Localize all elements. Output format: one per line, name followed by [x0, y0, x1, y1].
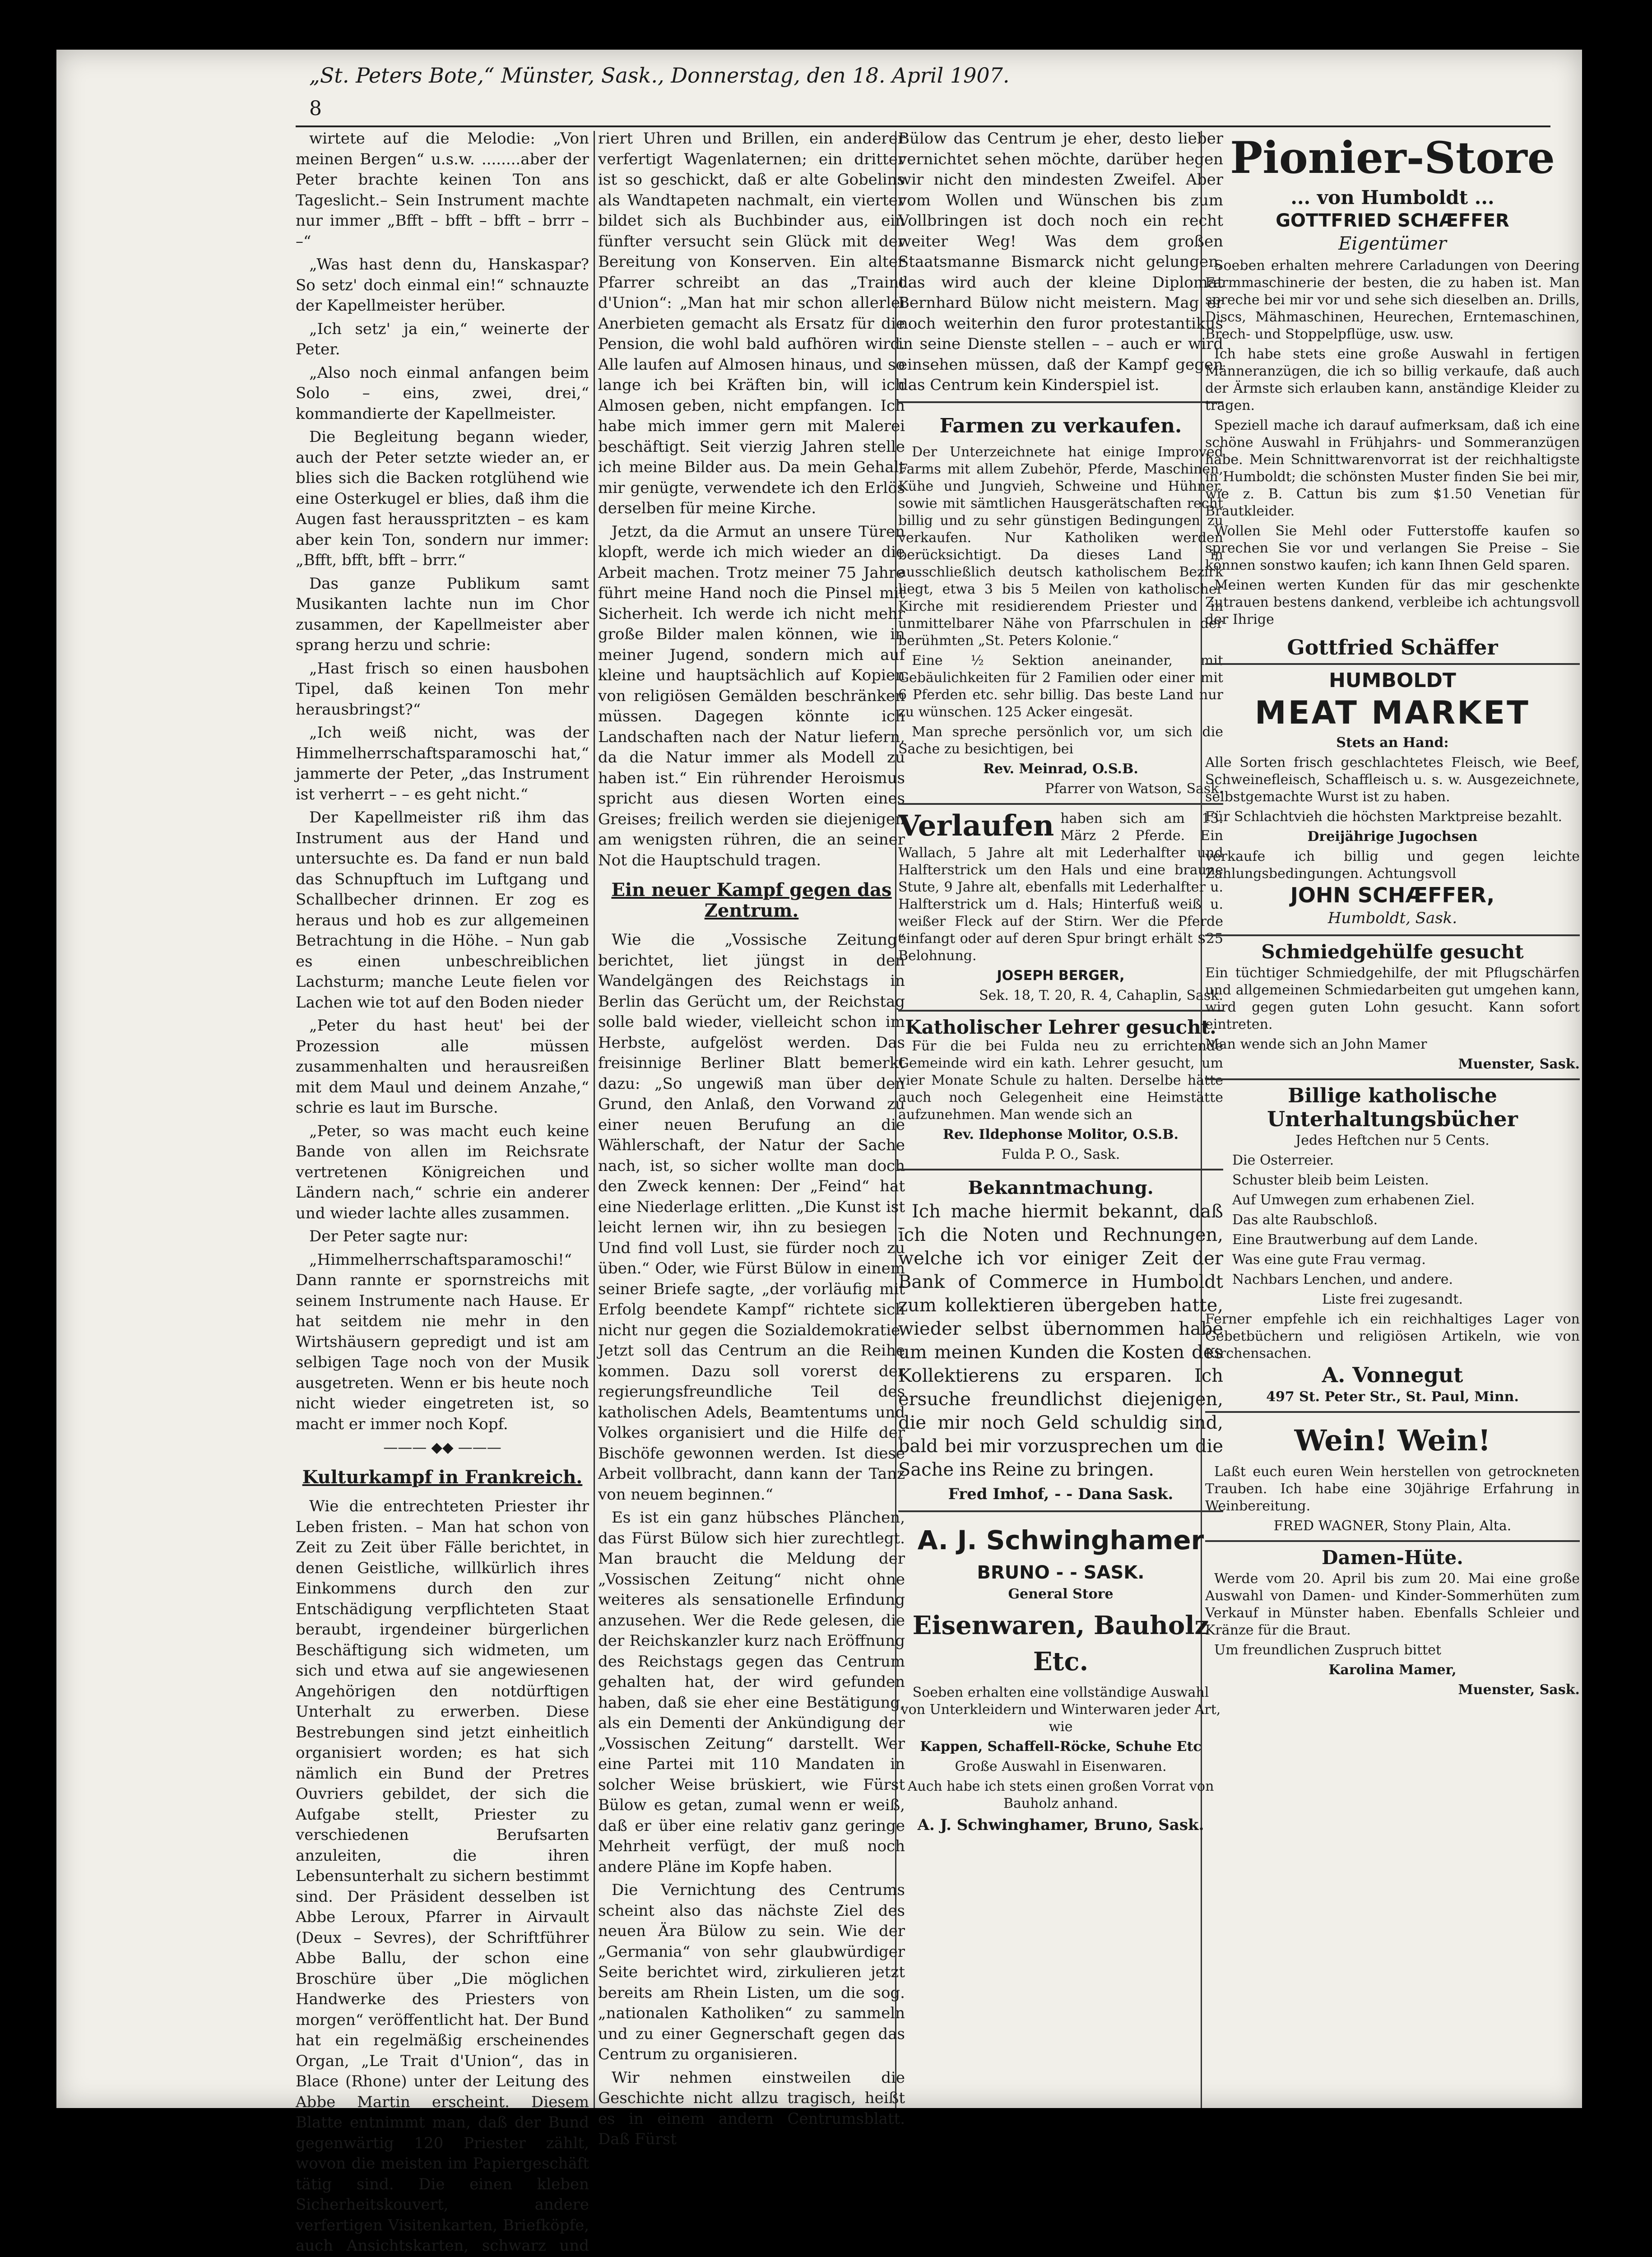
- ad-text: Eine ½ Sektion aneinander, mit Gebäulichkeiten für 2 Familien oder einer mit 6 Pferden etc. sehr billig. Das beste Land nur zu wünschen. 125 Acker eingesät.: [898, 652, 1223, 720]
- ad-signature: JOSEPH BERGER,: [997, 967, 1125, 984]
- ad-subtitle: ... von Humboldt ...: [1290, 186, 1494, 209]
- paragraph: Die Begleitung begann wieder, auch der Peter setzte wieder an, er blies sich die Backen rotglühend wie eine Osterkugel er blies, daß ihm die Augen fast herausspritzten – es kam aber kein Ton, sondern nur immer: „Bfft, bfft, bfft – brrr.“: [296, 428, 589, 569]
- ad-signature: Rev. Meinrad, O.S.B.: [983, 761, 1138, 777]
- list-item: Was eine gute Frau vermag.: [1232, 1252, 1426, 1268]
- ornament-divider: ——— ◆◆ ———: [383, 1439, 501, 1456]
- ad-signature: Humboldt, Sask.: [1327, 909, 1457, 927]
- column-3: [898, 129, 1223, 2115]
- paragraph: Der Peter sagte nur:: [309, 1227, 469, 1245]
- ad-text: Der Unterzeichnete hat einige Improved Farms mit allem Zubehör, Pferde, Maschinen, Kühe und Jungvieh, Schweine und Hühner, sowie mit sämtlichen Hausgerätschaften recht billig und zu sehr günstigen Bedingungen zu verkaufen. Nur Katholiken werden berücksichtigt. Da dieses Land in ausschließlich deutsch katholischem Bezirk liegt, etwa 3 bis 5 Meilen von katholischer Kirche mit residierendem Priester und in unmittelbarer Nähe von Pfarrschulen in der berühmten „St. Peters Kolonie.“: [898, 444, 1223, 649]
- paragraph: wirtete auf die Melodie: „Von meinen Bergen“ u.s.w. ........aber der Peter brachte keinen Ton ans Tageslicht.– Sein Instrument machte nur immer „Bfft – bfft – bfft – brrr – –“: [296, 130, 589, 251]
- ad-subtitle: Dreijährige Jugochsen: [1307, 828, 1478, 845]
- ad-signature: Rev. Ildephonse Molitor, O.S.B.: [943, 1126, 1179, 1142]
- ad-signature: Gottfried Schäffer: [1287, 635, 1498, 659]
- ad-signature: FRED WAGNER, Stony Plain, Alta.: [1273, 1518, 1512, 1534]
- header-rule: [296, 125, 1550, 127]
- ad-title: Schmiedgehülfe gesucht: [1261, 940, 1524, 963]
- ad-text: Man wende sich an John Mamer: [1205, 1036, 1427, 1052]
- ad-title: Billige katholische: [1288, 1084, 1497, 1107]
- paragraph: Wie die „Vossische Zeitung“ berichtet, liet jüngst in den Wandelgängen des Reichstags in Berlin das Gerücht um, der Reichstag solle bald wieder, vielleicht schon im Herbste, aufgelöst werden. Das freisinnige Berliner Blatt bemerkt dazu: „So ungewiß man über den Grund, den Anlaß, den Vorwand zu einer neuen Berufung an die Wählerschaft, der Natur der Sache nach, ist, so sicher wollte man doch den Zweck kennen: Der „Feind“ hat eine Niederlage erlitten. „Die Kunst ist leicht lernen wir, ihn zu besiegen – Und find voll Lust, sie fürder noch zu üben.“ Oder, wie Fürst Bülow in einem seiner Briefe sagte, „der vorläufig mit Erfolg beendete Kampf“ richtete sich nicht nur gegen die Sozialdemokratie. Jetzt soll das Centrum an die Reihe kommen. Dazu soll vorerst der regierungsfreundliche Teil des katholischen Adels, Beamtentums und Volkes organisiert und die Hilfe der Bischöfe gewonnen werden. Ist diese Arbeit vollbracht, dann kann der Tanz von neuem beginnen.“: [598, 931, 905, 1504]
- ad-signature: Muenster, Sask.: [1458, 1056, 1580, 1072]
- paragraph: „Ich weiß nicht, was der Himmelherrschaftsparamoschi hat,“ jammerte der Peter, „das Instrument ist verherrt – – es geht nicht.“: [296, 724, 589, 803]
- paragraph: „Himmelherrschaftsparamoschi!“ Dann rannte er spornstreichs mit seinem Instrumente nach Hause. Er hat seitdem nie mehr in den Wirtshäusern gepredigt und ist am selbigen Tage noch von der Musik ausgetreten. Wenn er bis heute noch nicht wieder eingetreten ist, so macht er immer noch Kopf.: [296, 1250, 589, 1433]
- ad-signature: Muenster, Sask.: [1458, 1682, 1580, 1698]
- ad-place: BRUNO - - SASK.: [977, 1562, 1145, 1583]
- list-item: Schuster bleib beim Leisten.: [1232, 1172, 1429, 1188]
- ad-signature: A. Vonnegut: [1322, 1363, 1463, 1387]
- ad-address: 497 St. Peter Str., St. Paul, Minn.: [1266, 1389, 1519, 1405]
- ad-bekanntmachung: [898, 1169, 1223, 1505]
- ad-title: Unterhaltungsbücher: [1267, 1106, 1518, 1131]
- ad-text: verkaufe ich billig und gegen leichte Zahlungsbedingungen. Achtungsvoll: [1205, 848, 1580, 882]
- ad-text: Auch habe ich stets einen großen Vorrat von Bauholz anhand.: [907, 1779, 1214, 1811]
- ad-signature: Fulda P. O., Sask.: [1001, 1146, 1120, 1162]
- ad-meat-market: [1205, 663, 1580, 929]
- ad-signature: JOHN SCHÆFFER,: [1290, 882, 1495, 907]
- ad-title: A. J. Schwinghamer: [917, 1524, 1204, 1556]
- ad-title: Katholischer Lehrer gesucht.: [905, 1016, 1216, 1038]
- ad-signature: Sek. 18, T. 20, R. 4, Cahaplin, Sask.: [979, 987, 1223, 1003]
- ad-text: Laßt euch euren Wein herstellen von getrockneten Trauben. Ich habe eine 30jährige Erfahrung in Weinbereitung.: [1205, 1463, 1580, 1514]
- paragraph: Das ganze Publikum samt Musikanten lachte nun im Chor zusammen, der Kapellmeister aber sprang herzu und schrie:: [296, 574, 589, 654]
- ad-pionier-store: [1205, 133, 1580, 658]
- ad-text: Ich habe stets eine große Auswahl in fertigen Männeranzügen, die ich so billig verkaufe, daß auch der Ärmste sich erlauben kann, anständige Kleider zu tragen.: [1205, 346, 1580, 413]
- page-number: 8: [309, 97, 322, 120]
- paragraph: Wie die entrechteten Priester ihr Leben fristen. – Man hat schon von Zeit zu Zeit über Fälle berichtet, in denen Geistliche, willkürlich ihres Einkommens durch den zur Entschädigung verpflichteten Staat beraubt, irgendeiner bürgerlichen Beschäftigung sich widmeten, um sich und etwa auf sie angewiesenen Angehörigen den notdürftigen Unterhalt zu erwerben. Diese Bestrebungen sind jetzt einheitlich organisiert worden; es hat sich nämlich ein Bund der Pretres Ouvriers gebildet, der sich die Aufgabe stellt, Priester zu verschiedenen Berufsarten anzuleiten, die ihren Lebensunterhalt zu sichern bestimmt sind. Der Präsident desselben ist Abbe Leroux, Pfarrer in Airvault (Deux – Sevres), der Schriftführer Abbe Ballu, der schon eine Broschüre über „Die möglichen Handwerke des Priesters von morgen“ veröffentlicht hat. Der Bund hat ein regelmäßig erscheinendes Organ, „Le Trait d'Union“, das in Blace (Rhone) unter der Leitung des Abbe Martin erscheint. Diesem Blatte entnimmt man, daß der Bund gegenwärtig 120 Priester zählt, wovon die meisten im Papiergeschäft tätig sind. Die einen kleben Sicherheitskouvert, andere verfertigen Visitenkarten, Briefköpfe, auch Ansichtskarten, schwarz und: [296, 1497, 589, 2255]
- list-item: Die Osterreier.: [1232, 1152, 1334, 1168]
- ad-note: Jedes Heftchen nur 5 Cents.: [1295, 1133, 1490, 1148]
- ad-signature: Pfarrer von Watson, Sask.: [1045, 780, 1223, 797]
- ad-text: Alle Sorten frisch geschlachtetes Fleisch, wie Beef, Schweinefleisch, Schaffleisch u. s. w. Ausgezeichnete, selbstgemachte Wurst ist zu haben.: [1205, 754, 1580, 805]
- ad-signature: Karolina Mamer,: [1328, 1662, 1457, 1678]
- ad-subtitle: General Store: [1008, 1586, 1114, 1602]
- ad-owner-title: Eigentümer: [1338, 233, 1447, 254]
- ad-signature: Fred Imhof, - - Dana Sask.: [948, 1485, 1174, 1503]
- column-divider: [594, 131, 595, 2108]
- ad-headline: Eisenwaren, Bauholz Etc.: [912, 1611, 1209, 1676]
- ad-farmen: [898, 401, 1223, 798]
- paragraph: Es ist ein ganz hübsches Plänchen, das Fürst Bülow sich hier zurechtlegt. Man braucht die Meldung der „Vossischen Zeitung“ nicht ohne weiteres als sensationelle Erfindung anzusehen. Wer die Rede gelesen, die der Reichskanzler kurz nach Eröffnung des Reichstags gegen das Centrum gehalten hat, der wird gefunden haben, daß sie eher eine Bestätigung, als ein Dementi der Ankündigung der „Vossischen Zeitung“ darstellt. Wer eine Partei mit 110 Mandaten in solcher Weise brüskiert, wie Fürst Bülow es getan, zumal wenn er weiß, daß er über eine relativ ganz geringe Mehrheit verfügt, der muß noch andere Pläne im Kopfe haben.: [598, 1509, 905, 1876]
- section-title: Kulturkampf in Frankreich.: [302, 1466, 583, 1488]
- section-title: Ein neuer Kampf gegen das Zentrum.: [611, 879, 892, 921]
- ad-text: Für Schlachtvieh die höchsten Marktpreise bezahlt.: [1205, 808, 1563, 825]
- ad-schwinghamer: [898, 1510, 1223, 1836]
- ad-wein: [1205, 1411, 1580, 1535]
- paragraph: Bülow das Centrum je eher, desto lieber vernichtet sehen möchte, darüber hegen wir nicht den mindesten Zweifel. Aber vom Wollen und Wünschen bis zum Vollbringen ist doch noch ein recht weiter Weg! Was dem großen Staatsmanne Bismarck nicht gelungen, das wird auch der kleine Diplomat Bernhard Bülow nicht meistern. Mag er noch weiterhin den furor protestantikus in seine Dienste stellen – – auch er wird einsehen müssen, daß der Kampf gegen das Centrum kein Kinderspiel ist.: [898, 130, 1223, 394]
- ad-title: Farmen zu verkaufen.: [939, 414, 1182, 437]
- ad-title: HUMBOLDT: [1329, 669, 1456, 692]
- paragraph: „Peter du hast heut' bei der Prozession alle müssen zusammenhalten und herausreißen mit dem Maul und deinem Anzahe,“ schrie es laut im Bursche.: [296, 1017, 589, 1117]
- ad-title: Pionier-Store: [1230, 132, 1555, 183]
- ad-verlaufen: [898, 803, 1223, 1004]
- ad-title: Wein! Wein!: [1294, 1423, 1491, 1458]
- ad-buecher: [1205, 1078, 1580, 1406]
- page-header: „St. Peters Bote,“ Münster, Sask., Donnerstag, den 18. April 1907.: [309, 63, 1010, 88]
- ad-text: Für die bei Fulda neu zu errichtende Gemeinde wird ein kath. Lehrer gesucht, um vier Monate Schule zu halten. Derselbe hätte auch noch Gelegenheit eine Heimstätte aufzunehmen. Man wende sich an: [898, 1038, 1223, 1123]
- ad-text: Soeben erhalten mehrere Carladungen von Deering Farmmaschinerie der besten, die zu haben ist. Man spreche bei mir vor und sehe sich dieselben an. Drills, Discs, Mähmaschinen, Heurechen, Erntemaschinen, Brech- und Stoppelpflüge, usw. usw.: [1205, 257, 1580, 342]
- ad-title: Damen-Hüte.: [1322, 1546, 1463, 1569]
- column-4: [1205, 129, 1580, 2115]
- ad-lehrer: [898, 1010, 1223, 1163]
- list-item: Eine Brautwerbung auf dem Lande.: [1232, 1232, 1478, 1248]
- ad-text: Speziell mache ich darauf aufmerksam, daß ich eine schöne Auswahl in Frühjahrs- und Sommeranzügen habe. Mein Schnittwarenvorrat ist der reichhaltigste in Humboldt; die schönsten Muster finden Sie bei mir, wie z. B. Cattun bis zum $1.50 Venetian für Brautkleider.: [1205, 417, 1580, 519]
- ad-owner: GOTTFRIED SCHÆFFER: [1276, 210, 1509, 231]
- ad-signature: A. J. Schwinghamer, Bruno, Sask.: [917, 1816, 1204, 1834]
- ad-schmied: [1205, 934, 1580, 1073]
- ad-title: MEAT MARKET: [1255, 694, 1530, 731]
- ad-text: Meinen werten Kunden für das mir geschenkte Zutrauen bestens dankend, verbleibe ich achtungsvoll der Ihrige: [1205, 577, 1580, 627]
- paragraph: riert Uhren und Brillen, ein anderer verfertigt Wagenlaternen; ein dritter ist so geschickt, daß er alte Gobelins als Wandtapeten nachmalt, ein vierter bildet sich als Buchbinder aus, ein fünfter versucht sein Glück mit der Bereitung von Konserven. Ein alter Pfarrer schreibt an das „Traint d'Union“: „Man hat mir schon allerlei Anerbieten gemacht als Ersatz für die Pension, die wohl bald aufhören wird. Alle laufen auf Almosen hinaus, und so lange ich bei Kräften bin, will ich Almosen geben, nicht empfangen. Ich habe mich immer gern mit Malerei beschäftigt. Seit vierzig Jahren stelle ich meine Bilder aus. Da mein Gehalt mir genügte, verwendete ich den Erlös derselben für meine Kirche.: [598, 130, 905, 517]
- ad-subtitle: Stets an Hand:: [1336, 734, 1449, 751]
- ad-text: Werde vom 20. April bis zum 20. Mai eine große Auswahl von Damen- und Kinder-Sommerhüten zum Verkauf in Münster haben. Ebenfalls Schleier und Kränze für die Braut.: [1205, 1571, 1580, 1638]
- ad-text: Um freundlichen Zuspruch bittet: [1214, 1642, 1442, 1658]
- ad-title: Bekanntmachung.: [968, 1177, 1154, 1198]
- ad-text: haben sich am 13. März 2 Pferde. Ein Wallach, 5 Jahre alt mit Lederhalfter und Halfterstrick um den Hals und eine braune Stute, 9 Jahre alt, ebenfalls mit Lederhalfter u. Halfterstrick um d. Hals; Hinterfuß weiß u. weißer Fleck auf der Stirn. Wer die Pferde einfangt oder auf deren Spur bringt erhält $25 Belohnung.: [898, 810, 1223, 964]
- paragraph: „Also noch einmal anfangen beim Solo – eins, zwei, drei,“ kommandierte der Kapellmeister.: [296, 363, 589, 423]
- ad-text: Soeben erhalten eine vollständige Auswahl von Unterkleidern und Winterwaren jeder Art, wie: [900, 1685, 1221, 1735]
- paragraph: „Peter, so was macht euch keine Bande von allen im Reichsrate vertretenen Königreichen und Ländern nach,“ schrie ein anderer und wieder lachte alles zusammen.: [296, 1122, 589, 1222]
- list-item: Nachbars Lenchen, und andere.: [1232, 1272, 1453, 1287]
- ad-text: Ich mache hiermit bekannt, daß ich die Noten und Rechnungen, welche ich vor einiger Zeit der Bank of Commerce in Humboldt zum kollektieren übergeben hatte, wieder selbst übernommen habe um meinen Kunden die Kosten des Kollektierens zu ersparen. Ich ersuche freundlichst diejenigen, die mir noch Geld schuldig sind, bald bei mir vorzusprechen um die Sache ins Reine zu bringen.: [898, 1201, 1223, 1480]
- paragraph: „Ich setz' ja ein,“ weinerte der Peter.: [296, 320, 589, 358]
- ad-note: Liste frei zugesandt.: [1322, 1291, 1463, 1307]
- list-item: Auf Umwegen zum erhabenen Ziel.: [1232, 1192, 1475, 1208]
- ad-text: Ein tüchtiger Schmiedgehilfe, der mit Pflugschärfen und allgemeinen Schmiedarbeiten gut umgehen kann, wird gegen guten Lohn gesucht. Kann sofort eintreten.: [1205, 965, 1580, 1032]
- ad-text: Große Auswahl in Eisenwaren.: [955, 1759, 1167, 1774]
- paragraph: „Was hast denn du, Hanskaspar? So setz' doch einmal ein!“ schnauzte der Kapellmeister herüber.: [296, 255, 589, 315]
- ad-text: Ferner empfehle ich ein reichhaltiges Lager von Gebetbüchern und religiösen Artikeln, wie von Kirchensachen.: [1205, 1311, 1580, 1361]
- paragraph: Die Vernichtung des Centrums scheint also das nächste Ziel des neuen Ära Bülow zu sein. Wie der „Germania“ von sehr glaubwürdiger Seite berichtet wird, zirkulieren jetzt bereits am Rhein Listen, um die sog. „nationalen Katholiken“ zu sammeln und zu einer Gegnerschaft gegen das Centrum zu organisieren.: [598, 1881, 905, 2063]
- column-2: [598, 129, 905, 2148]
- ad-title: Verlaufen: [898, 808, 1054, 843]
- ad-damen-huete: [1205, 1540, 1580, 1699]
- paragraph: Der Kapellmeister riß ihm das Instrument aus der Hand und untersuchte es. Da fand er nun bald das Schnupftuch im Luftgang und Schallbecher drinnen. Er zog es heraus und hob es zur allgemeinen Betrachtung in die Höhe. – Nun gab es einen unbeschreiblichen Lachsturm; manche Leute fielen vor Lachen wie tot auf den Boden nieder: [296, 808, 589, 1012]
- column-1: [296, 129, 589, 2255]
- paragraph: Jetzt, da die Armut an unsere Türen klopft, werde ich mich wieder an die Arbeit machen. Trotz meiner 75 Jahre führt meine Hand noch die Pinsel mit Sicherheit. Ich werde ich nicht mehr große Bilder malen können, wie in meiner Jugend, sondern mich auf kleine und hauptsächlich auf Kopien von religiösen Gemälden beschränken müssen. Dagegen könnte ich Landschaften nach der Natur liefern, da die Natur immer als Modell zu haben ist.“ Ein rührender Heroismus spricht aus diesen Worten eines Greises; freilich werden sie diejenigen am wenigsten rühren, die an seiner Not die Hauptschuld tragen.: [598, 522, 905, 869]
- newspaper-page: [56, 50, 1582, 2255]
- list-item: Das alte Raubschloß.: [1232, 1212, 1378, 1228]
- paragraph: „Hast frisch so einen hausbohen Tipel, daß keinen Ton mehr herausbringst?“: [296, 659, 589, 719]
- paragraph: Wir nehmen einstweilen die Geschichte nicht allzu tragisch, heißt es in einem andern Centrumsblatt. Daß Fürst: [598, 2068, 905, 2148]
- ad-text: Man spreche persönlich vor, um sich die Sache zu besichtigen, bei: [898, 724, 1223, 757]
- ad-text: Wollen Sie Mehl oder Futterstoffe kaufen so sprechen Sie vor und verlangen Sie Preise – Sie können sonstwo kaufen; ich kann Ihnen Geld sparen.: [1205, 523, 1580, 573]
- ad-text: Kappen, Schaffell-Röcke, Schuhe Etc: [920, 1739, 1202, 1755]
